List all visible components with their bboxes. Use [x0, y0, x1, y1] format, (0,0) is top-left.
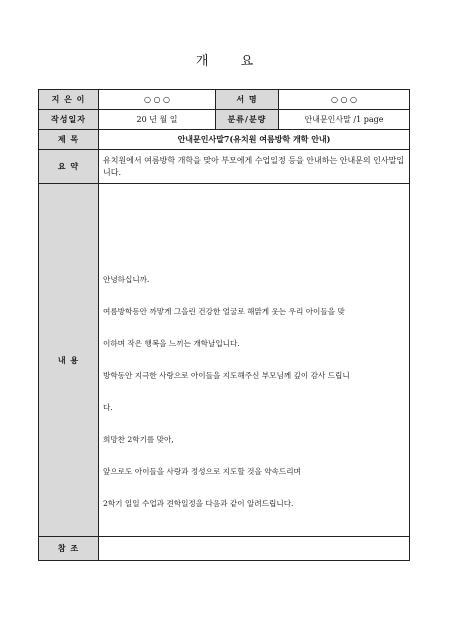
category-value: 안내문인사말 /1 page	[279, 110, 410, 130]
subject-row	[39, 130, 410, 150]
reference-row	[39, 537, 410, 561]
summary-row	[39, 150, 410, 184]
reference-label: 참 조	[39, 537, 99, 561]
content-line: 안녕하십니까.	[103, 274, 150, 284]
signature-label: 서 명	[216, 90, 279, 110]
content-line: 희망찬 2학기를 맞아,	[103, 434, 174, 444]
subject-value: 안내문인사말7(유치원 여름방학 개학 안내)	[99, 130, 410, 150]
content-line: 방학동안 지극한 사랑으로 아이들을 지도해주신 부모님께 깊이 감사 드립니	[103, 370, 350, 380]
overview-form-table	[38, 89, 410, 561]
content-line: 2학기 일일 수업과 견학일정을 다음과 같이 알려드립니다.	[103, 498, 294, 508]
summary-value: 유치원에서 여름방학 개학을 맞아 부모에게 수업일정 등을 안내하는 안내문의 인사말입니다.	[99, 150, 410, 184]
summary-label: 요 약	[39, 150, 99, 184]
content-body	[99, 184, 410, 537]
content-row	[39, 184, 410, 537]
content-line: 이하며 작은 행복을 느끼는 개학날입니다.	[103, 338, 240, 348]
date-label: 작성일자	[39, 110, 99, 130]
document-title: 개 요	[195, 54, 255, 69]
author-value: ○ ○ ○	[99, 90, 216, 110]
author-label: 지 은 이	[39, 90, 99, 110]
reference-value	[99, 537, 410, 561]
content-line: 여름방학동안 까맣게 그을린 건강한 얼굴로 해맑게 웃는 우리 아이들을 맞	[103, 306, 345, 316]
category-label: 분류/분량	[216, 110, 279, 130]
author-row	[39, 90, 410, 110]
content-line: 다.	[103, 402, 113, 412]
subject-label: 제 목	[39, 130, 99, 150]
signature-value: ○ ○ ○	[279, 90, 410, 110]
date-value: 20 년 월 일	[99, 110, 216, 130]
content-line: 앞으로도 아이들을 사랑과 정성으로 지도할 것을 약속드리며	[103, 466, 301, 476]
content-label: 내 용	[39, 184, 99, 537]
date-row	[39, 110, 410, 130]
